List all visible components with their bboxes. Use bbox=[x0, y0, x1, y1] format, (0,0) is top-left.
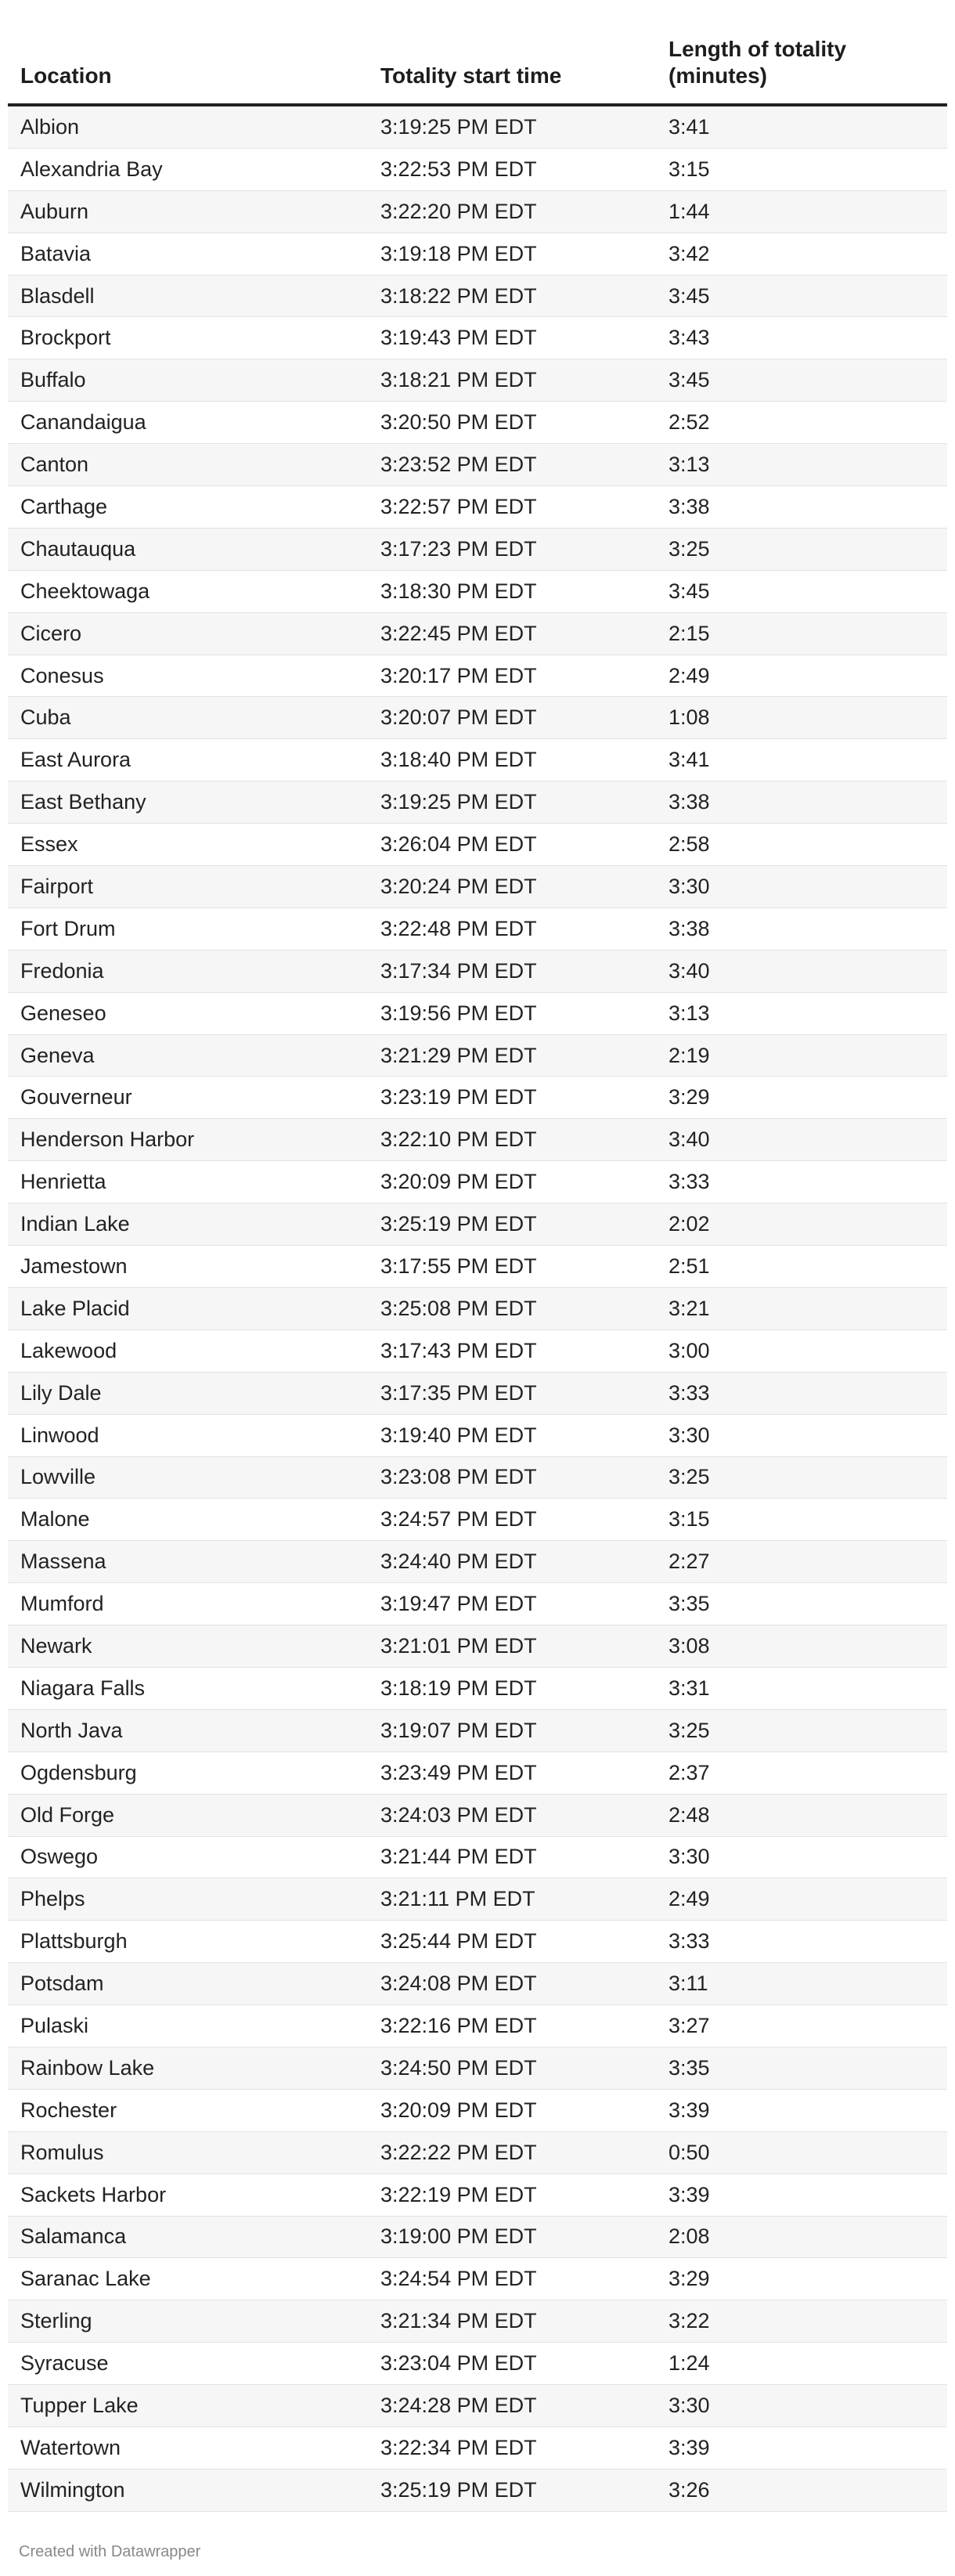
cell-start-time: 3:20:24 PM EDT bbox=[380, 874, 537, 898]
cell-location: Ogdensburg bbox=[20, 1760, 137, 1784]
totality-table bbox=[8, 31, 947, 2512]
header-location[interactable]: Location bbox=[20, 63, 112, 88]
cell-start-time: 3:21:34 PM EDT bbox=[380, 2309, 537, 2333]
table-row bbox=[8, 697, 947, 739]
table-row bbox=[8, 233, 947, 276]
cell-length: 3:35 bbox=[668, 1592, 710, 1616]
table-row bbox=[8, 1457, 947, 1499]
cell-start-time: 3:19:25 PM EDT bbox=[380, 114, 537, 139]
table-row bbox=[8, 2385, 947, 2427]
cell-length: 1:44 bbox=[668, 199, 710, 223]
cell-start-time: 3:20:09 PM EDT bbox=[380, 1170, 537, 1194]
cell-length: 3:27 bbox=[668, 2014, 710, 2038]
cell-start-time: 3:18:21 PM EDT bbox=[380, 368, 537, 392]
cell-length: 3:33 bbox=[668, 1170, 710, 1194]
cell-start-time: 3:24:28 PM EDT bbox=[380, 2394, 537, 2418]
cell-location: Niagara Falls bbox=[20, 1676, 146, 1700]
table-row bbox=[8, 1119, 947, 1161]
table-row bbox=[8, 444, 947, 486]
cell-location: Sterling bbox=[20, 2309, 92, 2333]
cell-start-time: 3:22:10 PM EDT bbox=[380, 1127, 537, 1152]
cell-location: Pulaski bbox=[20, 2014, 89, 2038]
cell-length: 2:02 bbox=[668, 1212, 710, 1236]
cell-location: Mumford bbox=[20, 1592, 104, 1616]
cell-location: Geneseo bbox=[20, 1001, 106, 1025]
cell-location: Indian Lake bbox=[20, 1212, 130, 1236]
cell-length: 3:00 bbox=[668, 1338, 710, 1362]
cell-location: Gouverneur bbox=[20, 1085, 132, 1109]
cell-location: Buffalo bbox=[20, 368, 86, 392]
cell-location: Lakewood bbox=[20, 1338, 117, 1362]
cell-length: 3:29 bbox=[668, 1085, 710, 1109]
cell-start-time: 3:24:40 PM EDT bbox=[380, 1550, 537, 1574]
cell-location: East Bethany bbox=[20, 790, 146, 814]
cell-length: 3:39 bbox=[668, 2182, 710, 2206]
cell-start-time: 3:19:18 PM EDT bbox=[380, 241, 537, 265]
table-row bbox=[8, 908, 947, 951]
cell-length: 1:08 bbox=[668, 705, 710, 730]
cell-length: 3:15 bbox=[668, 157, 710, 181]
cell-location: Auburn bbox=[20, 199, 89, 223]
table-row bbox=[8, 781, 947, 824]
table-row bbox=[8, 1035, 947, 1077]
table-row bbox=[8, 2047, 947, 2090]
cell-length: 3:33 bbox=[668, 1929, 710, 1954]
cell-start-time: 3:21:11 PM EDT bbox=[380, 1887, 535, 1911]
table-row bbox=[8, 1583, 947, 1625]
cell-location: Malone bbox=[20, 1507, 90, 1532]
cell-length: 2:49 bbox=[668, 1887, 710, 1911]
cell-start-time: 3:25:44 PM EDT bbox=[380, 1929, 537, 1954]
cell-start-time: 3:19:56 PM EDT bbox=[380, 1001, 537, 1025]
table-row bbox=[8, 359, 947, 402]
cell-length: 2:15 bbox=[668, 621, 710, 645]
table-row bbox=[8, 655, 947, 698]
cell-location: Lily Dale bbox=[20, 1380, 102, 1405]
table-row bbox=[8, 1373, 947, 1415]
table-row bbox=[8, 2090, 947, 2132]
table-row bbox=[8, 1837, 947, 1879]
cell-length: 3:41 bbox=[668, 114, 710, 139]
table-row bbox=[8, 529, 947, 571]
table-row bbox=[8, 2174, 947, 2217]
cell-location: Potsdam bbox=[20, 1972, 104, 1996]
table-row bbox=[8, 1541, 947, 1583]
cell-location: Massena bbox=[20, 1550, 106, 1574]
table-row bbox=[8, 1203, 947, 1246]
cell-location: Plattsburgh bbox=[20, 1929, 128, 1954]
cell-start-time: 3:20:07 PM EDT bbox=[380, 705, 537, 730]
cell-length: 2:52 bbox=[668, 410, 710, 435]
cell-start-time: 3:17:43 PM EDT bbox=[380, 1338, 537, 1362]
cell-start-time: 3:23:08 PM EDT bbox=[380, 1465, 537, 1489]
table-row bbox=[8, 1625, 947, 1668]
table-row bbox=[8, 2005, 947, 2047]
cell-length: 3:42 bbox=[668, 241, 710, 265]
table-row bbox=[8, 276, 947, 318]
table-row bbox=[8, 2217, 947, 2259]
cell-start-time: 3:24:50 PM EDT bbox=[380, 2055, 537, 2080]
cell-location: Salamanca bbox=[20, 2224, 127, 2249]
table-row bbox=[8, 2300, 947, 2343]
cell-start-time: 3:22:45 PM EDT bbox=[380, 621, 537, 645]
cell-length: 3:30 bbox=[668, 874, 710, 898]
cell-length: 3:22 bbox=[668, 2309, 710, 2333]
cell-location: Tupper Lake bbox=[20, 2394, 139, 2418]
cell-location: Watertown bbox=[20, 2435, 121, 2459]
cell-location: Albion bbox=[20, 114, 80, 139]
table-header bbox=[8, 31, 947, 106]
cell-location: Syracuse bbox=[20, 2351, 109, 2376]
table-row bbox=[8, 1921, 947, 1963]
table-row bbox=[8, 1288, 947, 1330]
cell-start-time: 3:23:52 PM EDT bbox=[380, 453, 537, 477]
cell-start-time: 3:21:01 PM EDT bbox=[380, 1634, 537, 1658]
cell-location: Saranac Lake bbox=[20, 2267, 151, 2291]
cell-start-time: 3:22:53 PM EDT bbox=[380, 157, 537, 181]
table-row bbox=[8, 1161, 947, 1203]
cell-start-time: 3:21:44 PM EDT bbox=[380, 1845, 537, 1869]
cell-location: Romulus bbox=[20, 2140, 104, 2164]
cell-start-time: 3:19:25 PM EDT bbox=[380, 790, 537, 814]
cell-location: Essex bbox=[20, 832, 78, 857]
table-row bbox=[8, 1878, 947, 1921]
cell-start-time: 3:20:50 PM EDT bbox=[380, 410, 537, 435]
cell-start-time: 3:17:23 PM EDT bbox=[380, 536, 537, 561]
cell-start-time: 3:19:43 PM EDT bbox=[380, 326, 537, 350]
cell-location: Henderson Harbor bbox=[20, 1127, 195, 1152]
table-row bbox=[8, 824, 947, 866]
cell-length: 2:08 bbox=[668, 2224, 710, 2249]
table-row bbox=[8, 1668, 947, 1710]
table-row bbox=[8, 1246, 947, 1288]
cell-length: 1:24 bbox=[668, 2351, 710, 2376]
table-row bbox=[8, 402, 947, 444]
cell-length: 3:25 bbox=[668, 1465, 710, 1489]
header-length[interactable] bbox=[664, 36, 947, 89]
cell-location: Fort Drum bbox=[20, 916, 116, 940]
cell-length: 2:49 bbox=[668, 663, 710, 687]
cell-location: Canton bbox=[20, 453, 89, 477]
cell-start-time: 3:18:30 PM EDT bbox=[380, 579, 537, 603]
cell-length: 3:11 bbox=[668, 1972, 708, 1996]
header-length-line2: (minutes) bbox=[668, 63, 767, 88]
cell-length: 2:19 bbox=[668, 1043, 710, 1067]
cell-location: Cuba bbox=[20, 705, 71, 730]
table-row bbox=[8, 106, 947, 149]
cell-location: Fairport bbox=[20, 874, 94, 898]
cell-location: East Aurora bbox=[20, 748, 132, 772]
cell-length: 0:50 bbox=[668, 2140, 710, 2164]
cell-start-time: 3:22:16 PM EDT bbox=[380, 2014, 537, 2038]
cell-length: 3:40 bbox=[668, 1127, 710, 1152]
cell-length: 2:48 bbox=[668, 1802, 710, 1827]
table-row bbox=[8, 2470, 947, 2512]
table-row bbox=[8, 1795, 947, 1837]
cell-start-time: 3:22:22 PM EDT bbox=[380, 2140, 537, 2164]
cell-start-time: 3:24:08 PM EDT bbox=[380, 1972, 537, 1996]
cell-location: Cheektowaga bbox=[20, 579, 150, 603]
table-row bbox=[8, 993, 947, 1035]
table-row bbox=[8, 317, 947, 359]
cell-start-time: 3:24:54 PM EDT bbox=[380, 2267, 537, 2291]
table-row bbox=[8, 1077, 947, 1119]
cell-length: 3:13 bbox=[668, 453, 710, 477]
table-row bbox=[8, 149, 947, 191]
cell-start-time: 3:20:17 PM EDT bbox=[380, 663, 537, 687]
table-row bbox=[8, 1330, 947, 1373]
cell-length: 3:45 bbox=[668, 283, 710, 308]
table-row bbox=[8, 1710, 947, 1752]
cell-location: North Java bbox=[20, 1718, 123, 1742]
header-start-time[interactable]: Totality start time bbox=[380, 63, 562, 88]
cell-start-time: 3:26:04 PM EDT bbox=[380, 832, 537, 857]
table-row bbox=[8, 1499, 947, 1541]
cell-location: Fredonia bbox=[20, 958, 104, 983]
cell-location: Newark bbox=[20, 1634, 92, 1658]
cell-length: 2:37 bbox=[668, 1760, 710, 1784]
cell-length: 3:15 bbox=[668, 1507, 710, 1532]
cell-length: 2:51 bbox=[668, 1254, 710, 1278]
cell-location: Wilmington bbox=[20, 2477, 125, 2502]
table-row bbox=[8, 191, 947, 233]
cell-length: 3:26 bbox=[668, 2477, 710, 2502]
cell-location: Old Forge bbox=[20, 1802, 115, 1827]
cell-length: 3:38 bbox=[668, 916, 710, 940]
cell-start-time: 3:20:09 PM EDT bbox=[380, 2098, 537, 2122]
cell-start-time: 3:17:34 PM EDT bbox=[380, 958, 537, 983]
cell-length: 3:41 bbox=[668, 748, 710, 772]
cell-start-time: 3:19:00 PM EDT bbox=[380, 2224, 537, 2249]
cell-start-time: 3:23:49 PM EDT bbox=[380, 1760, 537, 1784]
table-row bbox=[8, 486, 947, 529]
cell-start-time: 3:22:34 PM EDT bbox=[380, 2435, 537, 2459]
cell-length: 3:21 bbox=[668, 1296, 710, 1320]
table-row bbox=[8, 2132, 947, 2174]
cell-location: Phelps bbox=[20, 1887, 85, 1911]
cell-location: Chautauqua bbox=[20, 536, 136, 561]
cell-length: 3:45 bbox=[668, 368, 710, 392]
table-row bbox=[8, 1752, 947, 1795]
table-row bbox=[8, 1963, 947, 2005]
cell-location: Lowville bbox=[20, 1465, 96, 1489]
table-body bbox=[8, 106, 947, 2512]
cell-start-time: 3:22:48 PM EDT bbox=[380, 916, 537, 940]
cell-start-time: 3:19:40 PM EDT bbox=[380, 1423, 537, 1447]
cell-location: Jamestown bbox=[20, 1254, 128, 1278]
table-row bbox=[8, 2343, 947, 2385]
cell-length: 3:35 bbox=[668, 2055, 710, 2080]
cell-start-time: 3:25:19 PM EDT bbox=[380, 1212, 537, 1236]
cell-location: Rainbow Lake bbox=[20, 2055, 155, 2080]
table-row bbox=[8, 951, 947, 993]
cell-length: 2:27 bbox=[668, 1550, 710, 1574]
footer-credit[interactable]: Created with Datawrapper bbox=[19, 2543, 201, 2560]
cell-location: Rochester bbox=[20, 2098, 117, 2122]
cell-location: Lake Placid bbox=[20, 1296, 130, 1320]
cell-location: Linwood bbox=[20, 1423, 99, 1447]
cell-length: 2:58 bbox=[668, 832, 710, 857]
cell-location: Oswego bbox=[20, 1845, 99, 1869]
cell-start-time: 3:18:40 PM EDT bbox=[380, 748, 537, 772]
cell-start-time: 3:21:29 PM EDT bbox=[380, 1043, 537, 1067]
cell-location: Sackets Harbor bbox=[20, 2182, 167, 2206]
cell-start-time: 3:18:19 PM EDT bbox=[380, 1676, 537, 1700]
cell-location: Batavia bbox=[20, 241, 92, 265]
cell-length: 3:39 bbox=[668, 2098, 710, 2122]
cell-start-time: 3:22:19 PM EDT bbox=[380, 2182, 537, 2206]
cell-length: 3:30 bbox=[668, 2394, 710, 2418]
cell-length: 3:39 bbox=[668, 2435, 710, 2459]
cell-length: 3:13 bbox=[668, 1001, 710, 1025]
table-row bbox=[8, 739, 947, 781]
cell-location: Alexandria Bay bbox=[20, 157, 163, 181]
cell-location: Canandaigua bbox=[20, 410, 146, 435]
cell-start-time: 3:17:55 PM EDT bbox=[380, 1254, 537, 1278]
cell-location: Geneva bbox=[20, 1043, 95, 1067]
cell-start-time: 3:23:04 PM EDT bbox=[380, 2351, 537, 2376]
cell-length: 3:45 bbox=[668, 579, 710, 603]
cell-length: 3:30 bbox=[668, 1423, 710, 1447]
cell-length: 3:43 bbox=[668, 326, 710, 350]
table-row bbox=[8, 2258, 947, 2300]
cell-length: 3:33 bbox=[668, 1380, 710, 1405]
cell-start-time: 3:19:07 PM EDT bbox=[380, 1718, 537, 1742]
cell-location: Cicero bbox=[20, 621, 82, 645]
cell-start-time: 3:22:20 PM EDT bbox=[380, 199, 537, 223]
cell-start-time: 3:24:03 PM EDT bbox=[380, 1802, 537, 1827]
cell-length: 3:30 bbox=[668, 1845, 710, 1869]
cell-start-time: 3:19:47 PM EDT bbox=[380, 1592, 537, 1616]
table-row bbox=[8, 866, 947, 908]
cell-length: 3:40 bbox=[668, 958, 710, 983]
cell-length: 3:38 bbox=[668, 494, 710, 518]
cell-start-time: 3:22:57 PM EDT bbox=[380, 494, 537, 518]
cell-location: Conesus bbox=[20, 663, 104, 687]
cell-length: 3:25 bbox=[668, 536, 710, 561]
cell-location: Blasdell bbox=[20, 283, 95, 308]
cell-location: Carthage bbox=[20, 494, 108, 518]
table-row bbox=[8, 613, 947, 655]
cell-length: 3:31 bbox=[668, 1676, 710, 1700]
cell-start-time: 3:23:19 PM EDT bbox=[380, 1085, 537, 1109]
cell-start-time: 3:24:57 PM EDT bbox=[380, 1507, 537, 1532]
cell-start-time: 3:25:19 PM EDT bbox=[380, 2477, 537, 2502]
table-row bbox=[8, 2427, 947, 2470]
cell-start-time: 3:25:08 PM EDT bbox=[380, 1296, 537, 1320]
cell-length: 3:08 bbox=[668, 1634, 710, 1658]
cell-length: 3:38 bbox=[668, 790, 710, 814]
table-row bbox=[8, 571, 947, 613]
cell-location: Brockport bbox=[20, 326, 111, 350]
cell-length: 3:29 bbox=[668, 2267, 710, 2291]
cell-start-time: 3:17:35 PM EDT bbox=[380, 1380, 537, 1405]
cell-length: 3:25 bbox=[668, 1718, 710, 1742]
cell-start-time: 3:18:22 PM EDT bbox=[380, 283, 537, 308]
table-row bbox=[8, 1415, 947, 1457]
cell-location: Henrietta bbox=[20, 1170, 106, 1194]
header-length-line1: Length of totality bbox=[668, 37, 847, 61]
